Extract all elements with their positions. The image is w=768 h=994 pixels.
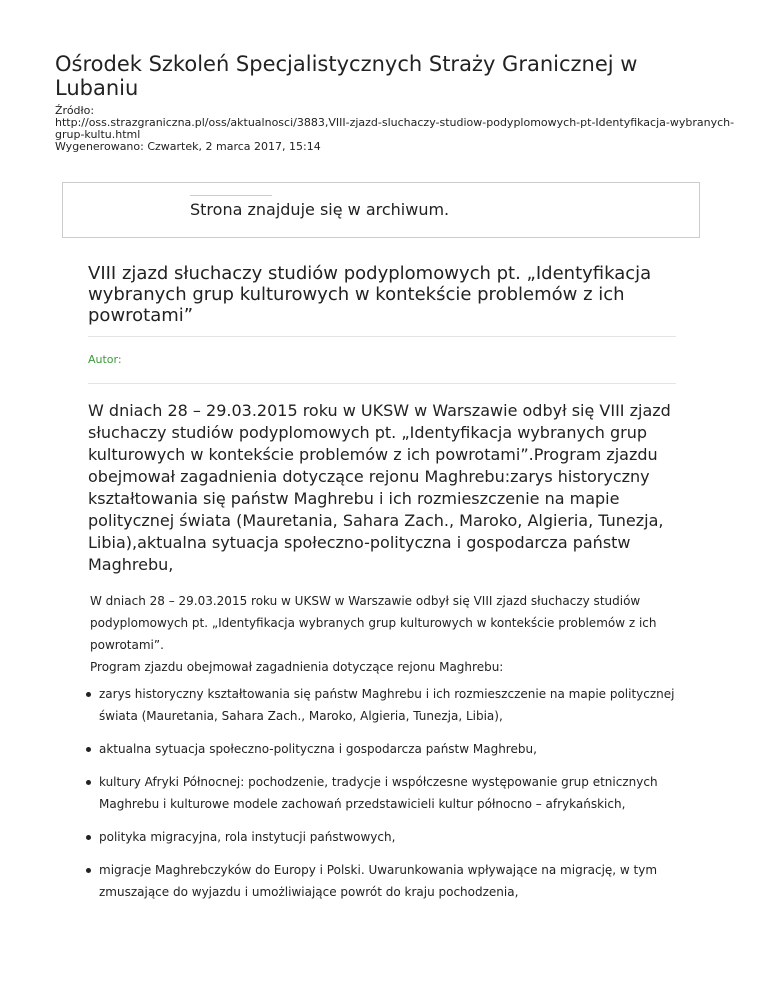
source-label: Źródło: xyxy=(55,104,95,117)
author-divider xyxy=(88,383,676,384)
article-title: VIII zjazd słuchaczy studiów podyplomowych pt. „Identyfikacja wybranych grup kulturowych w kontekście problemów z ich powrotami” xyxy=(88,263,652,326)
article-lead: W dniach 28 – 29.03.2015 roku w UKSW w Warszawie odbył się VIII zjazd słuchaczy studiów podyplomowych pt. „Identyfikacja wybranych grup kulturowych w kontekście problemów z ich powrotami”.Program zjazdu obejmował zagadnienia dotyczące rejonu Maghrebu:zarys historyczny kształtowania się państw Maghrebu i ich rozmieszczenie na mapie politycznej świata (Mauretania, Sahara Zach., Maroko, Algieria, Tunezja, Libia),aktualna sytuacja społeczno-polityczna i gospodarcza państw Maghrebu, xyxy=(88,401,671,574)
bullet-icon xyxy=(86,868,91,873)
archive-notice-box xyxy=(62,182,700,238)
bullet-icon xyxy=(86,780,91,785)
list-item-text: kultury Afryki Północnej: pochodzenie, tradycje i współczesne występowanie grup etnicznych Maghrebu i kulturowe modele zachowań przedstawicieli kultur północno – afrykańskich, xyxy=(99,775,658,811)
archive-divider xyxy=(190,195,272,196)
bullet-icon xyxy=(86,692,91,697)
list-item-text: aktualna sytuacja społeczno-polityczna i gospodarcza państw Maghrebu, xyxy=(99,742,537,756)
list-item xyxy=(86,826,684,848)
generated-date: Wygenerowano: Czwartek, 2 marca 2017, 15:14 xyxy=(55,140,321,153)
list-item-text: migracje Maghrebczyków do Europy i Polski. Uwarunkowania wpływające na migrację, w tym zmuszające do wyjazdu i umożliwiające powrót do kraju pochodzenia, xyxy=(99,863,658,899)
document-meta xyxy=(55,105,735,153)
bullet-icon xyxy=(86,835,91,840)
site-title: Ośrodek Szkoleń Specjalistycznych Straży Granicznej w Lubaniu xyxy=(55,52,638,100)
program-list xyxy=(86,683,684,914)
title-divider xyxy=(88,336,676,337)
body-intro: W dniach 28 – 29.03.2015 roku w UKSW w Warszawie odbył się VIII zjazd słuchaczy studiów podyplomowych pt. „Identyfikacja wybranych grup kulturowych w kontekście problemów z ich powrotami”. xyxy=(90,594,657,652)
list-item-text: polityka migracyjna, rola instytucji państwowych, xyxy=(99,830,396,844)
body-program: Program zjazdu obejmował zagadnienia dotyczące rejonu Maghrebu: xyxy=(90,660,504,674)
list-item xyxy=(86,738,684,760)
author-label: Autor: xyxy=(88,353,122,366)
list-item xyxy=(86,771,684,815)
article-body xyxy=(90,590,680,678)
archive-notice: Strona znajduje się w archiwum. xyxy=(190,200,450,219)
list-item xyxy=(86,859,684,903)
source-url: http://oss.strazgraniczna.pl/oss/aktualnosci/3883,VIII-zjazd-sluchaczy-studiow-podyplomowych-pt-Identyfikacja-wybranych-grup-kultu.html xyxy=(55,116,735,141)
list-item xyxy=(86,683,684,727)
bullet-icon xyxy=(86,747,91,752)
list-item-text: zarys historyczny kształtowania się państw Maghrebu i ich rozmieszczenie na mapie politycznej świata (Mauretania, Sahara Zach., Maroko, Algieria, Tunezja, Libia), xyxy=(99,687,675,723)
